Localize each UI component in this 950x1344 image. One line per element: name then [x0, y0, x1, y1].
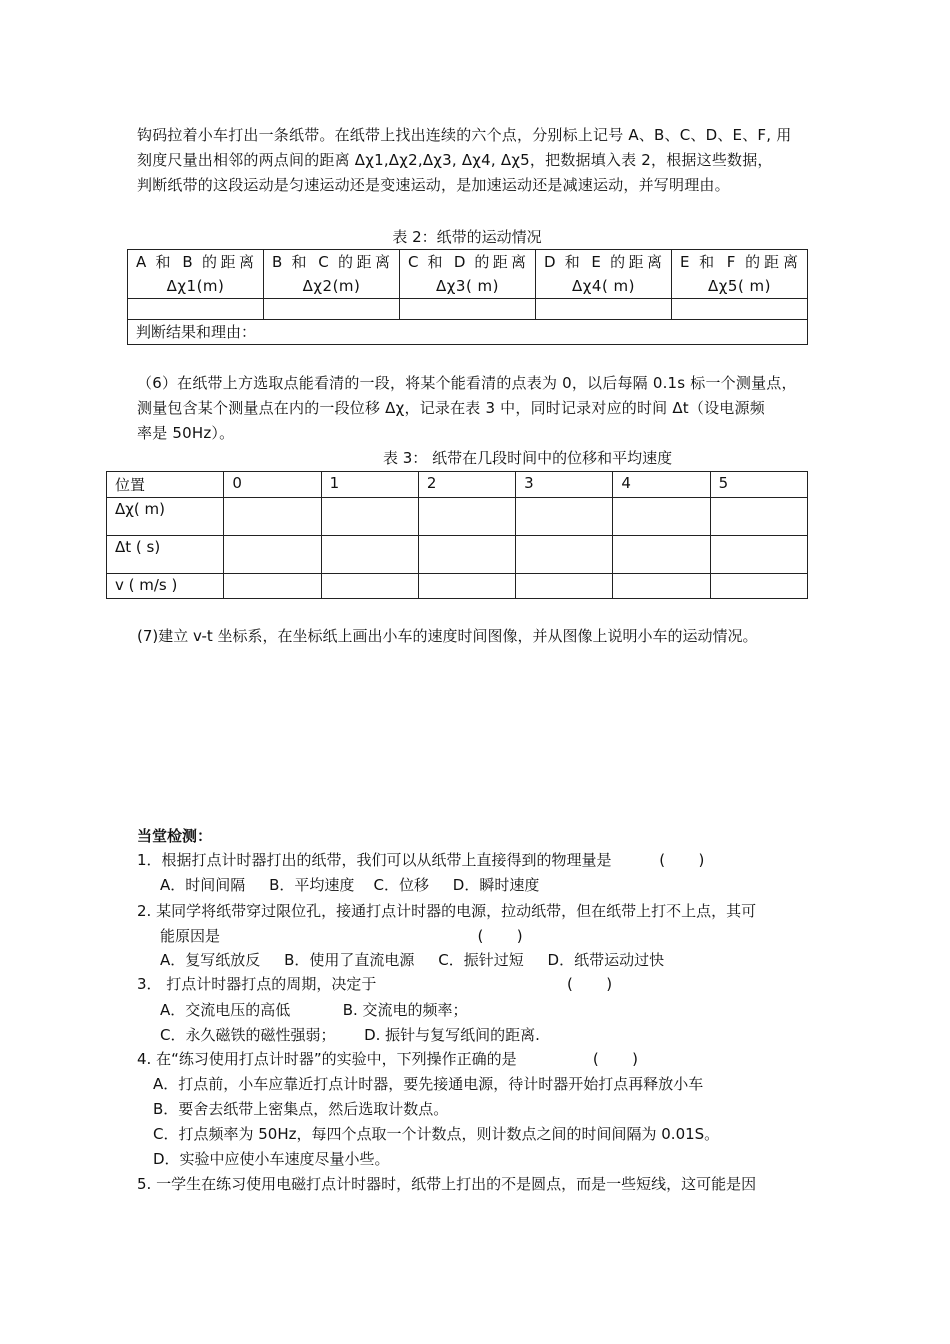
- table2-data-cell[interactable]: [672, 299, 808, 320]
- table3-position-cell: 2: [418, 472, 515, 498]
- quiz-q4-option-b: B．要舍去纸带上密集点，然后选取计数点。: [153, 1100, 449, 1118]
- quiz-q2-line-2: 能原因是 ( ): [160, 927, 523, 945]
- intro-paragraph: [137, 123, 817, 198]
- table3-cell[interactable]: [224, 498, 321, 536]
- table3-cell[interactable]: [321, 574, 418, 599]
- quiz-q4: 4. 在“练习使用打点计时器”的实验中，下列操作正确的是 ( ): [137, 1050, 638, 1068]
- quiz-q5: 5. 一学生在练习使用电磁打点计时器时，纸带上打出的不是圆点，而是一些短线，这可能是因: [137, 1175, 757, 1193]
- table3-cell[interactable]: [516, 574, 613, 599]
- table3-cell[interactable]: [710, 498, 807, 536]
- table2-header-cell: C 和 D 的距离 Δχ3( m): [400, 250, 536, 299]
- table3-cell[interactable]: [613, 536, 710, 574]
- table2-header-cell: A 和 B 的距离 Δχ1(m): [128, 250, 264, 299]
- intro-line-2: 刻度尺量出相邻的两点间的距离 Δχ1,Δχ2,Δχ3, Δχ4, Δχ5，把数据填入表 2，根据这些数据，: [137, 151, 773, 169]
- table3-row-dx: [107, 498, 808, 536]
- table3-cell[interactable]: [321, 498, 418, 536]
- quiz-q3-options-2: C．永久磁铁的磁性强弱； D. 振针与复写纸间的距离.: [160, 1026, 540, 1044]
- step6-paragraph: [137, 371, 817, 446]
- table3-row-label: Δχ( m): [107, 498, 224, 536]
- quiz-q1: 1．根据打点计时器打出的纸带，我们可以从纸带上直接得到的物理量是 ( ): [137, 851, 705, 869]
- quiz-q2-options: A．复写纸放反 B．使用了直流电源 C．振针过短 D．纸带运动过快: [160, 951, 665, 969]
- table2-data-row: [128, 299, 808, 320]
- table3-cell[interactable]: [418, 574, 515, 599]
- table3-row-v: [107, 574, 808, 599]
- table2-data-cell[interactable]: [128, 299, 264, 320]
- quiz-q3: 3． 打点计时器打点的周期，决定于 ( ): [137, 975, 613, 993]
- table3-row-dt: [107, 536, 808, 574]
- quiz-heading: 当堂检测：: [137, 827, 213, 845]
- table3-caption: 表 3： 纸带在几段时间中的位移和平均速度: [383, 449, 673, 467]
- table3-cell[interactable]: [418, 536, 515, 574]
- table3-cell[interactable]: [613, 498, 710, 536]
- table3-cell[interactable]: [710, 536, 807, 574]
- table2-caption: 表 2：纸带的运动情况: [392, 228, 542, 246]
- quiz-q4-option-d: D．实验中应使小车速度尽量小些。: [153, 1150, 390, 1168]
- quiz-q1-options: A．时间间隔 B．平均速度 C．位移 D．瞬时速度: [160, 876, 540, 894]
- table3-position-cell: 5: [710, 472, 807, 498]
- table2-header-cell: B 和 C 的距离 Δχ2(m): [264, 250, 400, 299]
- quiz-q3-options-1: A．交流电压的高低 B. 交流电的频率；: [160, 1001, 468, 1019]
- table3-position-cell: 3: [516, 472, 613, 498]
- quiz-q4-option-a: A．打点前，小车应靠近打点计时器，要先接通电源，待计时器开始打点再释放小车: [153, 1075, 704, 1093]
- table2-data-cell[interactable]: [400, 299, 536, 320]
- table3-position-label: 位置: [107, 472, 224, 498]
- table3-cell[interactable]: [321, 536, 418, 574]
- table2-header-cell: D 和 E 的距离 Δχ4( m): [536, 250, 672, 299]
- table3-position-cell: 4: [613, 472, 710, 498]
- table3-cell[interactable]: [710, 574, 807, 599]
- table3-cell[interactable]: [516, 536, 613, 574]
- quiz-q2-line-1: 2. 某同学将纸带穿过限位孔，接通打点计时器的电源，拉动纸带，但在纸带上打不上点，其可: [137, 902, 757, 920]
- table3: [106, 471, 808, 599]
- table2-data-cell[interactable]: [264, 299, 400, 320]
- table3-cell[interactable]: [224, 536, 321, 574]
- table3-position-cell: 1: [321, 472, 418, 498]
- table3-cell[interactable]: [516, 498, 613, 536]
- table3-header-row: [107, 472, 808, 498]
- table2-data-cell[interactable]: [536, 299, 672, 320]
- table2-judgement-cell[interactable]: 判断结果和理由：: [128, 320, 808, 345]
- table3-cell[interactable]: [613, 574, 710, 599]
- step6-line-2: 测量包含某个测量点在内的一段位移 Δχ，记录在表 3 中，同时记录对应的时间 Δt（设电源频: [137, 399, 765, 417]
- step7-text: (7)建立 v-t 坐标系，在坐标纸上画出小车的速度时间图像，并从图像上说明小车的运动情况。: [137, 627, 758, 645]
- table3-row-label: v ( m/s ): [107, 574, 224, 599]
- table3-cell[interactable]: [418, 498, 515, 536]
- table2: [127, 249, 808, 345]
- table2-header-cell: E 和 F 的距离 Δχ5( m): [672, 250, 808, 299]
- table3-row-label: Δt ( s): [107, 536, 224, 574]
- intro-line-1: 钩码拉着小车打出一条纸带。在纸带上找出连续的六个点，分别标上记号 A、B、C、D、E、F, 用: [137, 126, 792, 144]
- quiz-q4-option-c: C．打点频率为 50Hz，每四个点取一个计数点，则计数点之间的时间间隔为 0.01S。: [153, 1125, 720, 1143]
- table3-cell[interactable]: [224, 574, 321, 599]
- table2-header-row: [128, 250, 808, 299]
- table3-position-cell: 0: [224, 472, 321, 498]
- step6-line-1: （6）在纸带上方选取点能看清的一段，将某个能看清的点表为 0，以后每隔 0.1s 标一个测量点，: [137, 374, 797, 392]
- step6-line-3: 率是 50Hz）。: [137, 424, 235, 442]
- intro-line-3: 判断纸带的这段运动是匀速运动还是变速运动，是加速运动还是减速运动，并写明理由。: [137, 176, 730, 194]
- table2-judgement-row: [128, 320, 808, 345]
